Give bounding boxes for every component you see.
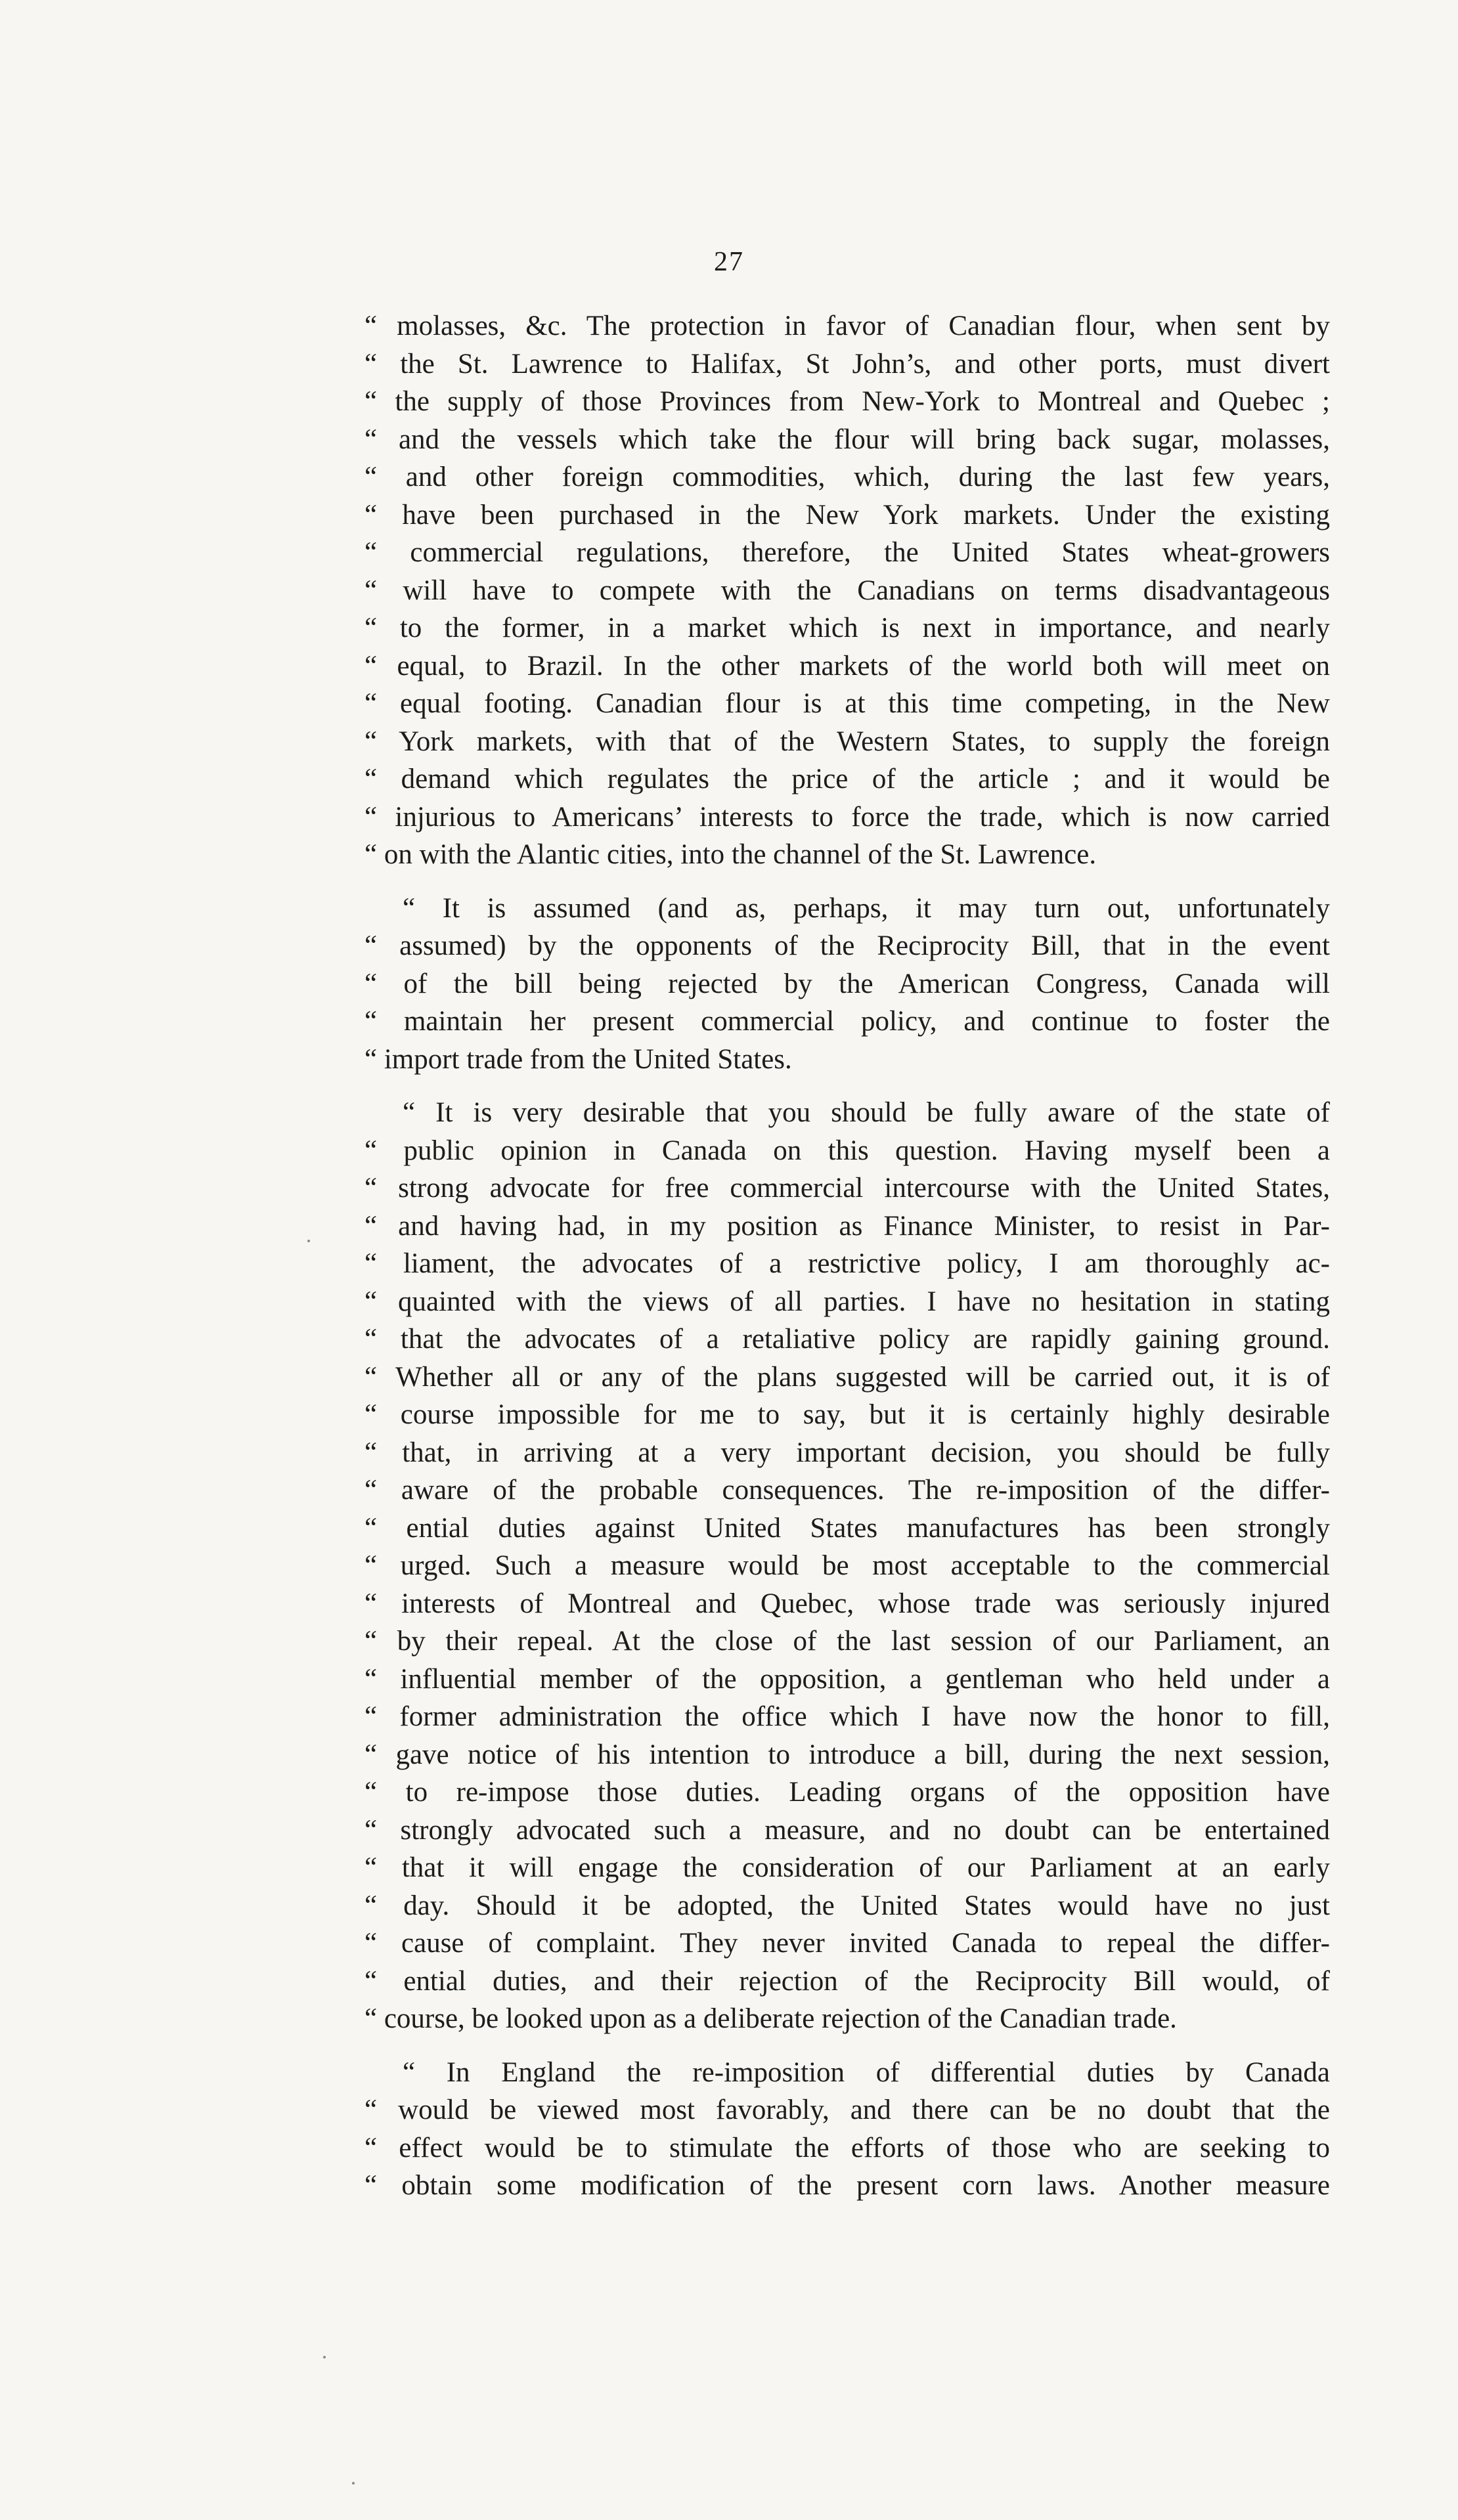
- text-line: “ have been purchased in the New York markets. Under the existing: [364, 499, 1330, 531]
- text-line: “ influential member of the opposition, a gentleman who held under a: [364, 1663, 1330, 1695]
- text-line: “ equal footing. Canadian flour is at this time competing, in the New: [364, 688, 1330, 719]
- text-line: “ maintain her present commercial policy, and continue to foster the: [364, 1006, 1330, 1037]
- paragraph-3: [364, 1094, 1330, 2038]
- text-line: “ to the former, in a market which is next in importance, and nearly: [364, 613, 1330, 643]
- text-line: “ day. Should it be adopted, the United States would have no just: [364, 1890, 1330, 1921]
- text-line: “ molasses, &c. The protection in favor of Canadian flour, when sent by: [364, 311, 1330, 341]
- text-line: “ gave notice of his intention to introduce a bill, during the next session,: [364, 1739, 1330, 1770]
- paper-speck: [323, 2356, 326, 2358]
- text-line: “ the supply of those Provinces from New-York to Montreal and Quebec ;: [364, 386, 1330, 417]
- text-line: “ It is very desirable that you should be fully aware of the state of: [403, 1097, 1330, 1128]
- text-line: “ quainted with the views of all parties. I have no hesitation in stating: [364, 1286, 1330, 1317]
- text-line: “ liament, the advocates of a restrictive policy, I am thoroughly ac-: [364, 1248, 1330, 1279]
- text-line: “ import trade from the United States.: [364, 1043, 792, 1075]
- text-line: “ aware of the probable consequences. The re-imposition of the differ-: [364, 1475, 1330, 1506]
- text-line: “ York markets, with that of the Western States, to supply the foreign: [364, 726, 1330, 757]
- text-line: “ commercial regulations, therefore, the United States wheat-growers: [364, 537, 1330, 568]
- text-line: “ cause of complaint. They never invited Canada to repeal the differ-: [364, 1928, 1330, 1959]
- text-line: “ course, be looked upon as a deliberate rejection of the Canadian trade.: [364, 2003, 1177, 2034]
- text-line: “ of the bill being rejected by the American Congress, Canada will: [364, 968, 1330, 999]
- text-line: “ It is assumed (and as, perhaps, it may turn out, unfortunately: [403, 892, 1330, 924]
- paper-speck: [307, 1240, 310, 1242]
- text-line: “ by their repeal. At the close of the last session of our Parliament, an: [364, 1626, 1330, 1657]
- text-line: “ urged. Such a measure would be most acceptable to the commercial: [364, 1550, 1330, 1581]
- text-line: “ ential duties against United States manufactures has been strongly: [364, 1512, 1330, 1544]
- text-line: “ assumed) by the opponents of the Reciprocity Bill, that in the event: [364, 930, 1330, 961]
- text-line: “ ential duties, and their rejection of the Reciprocity Bill would, of: [364, 1965, 1330, 1997]
- text-line: “ that the advocates of a retaliative policy are rapidly gaining ground.: [364, 1324, 1330, 1355]
- text-line: “ and other foreign commodities, which, during the last few years,: [364, 462, 1330, 492]
- paragraph-4: [364, 2054, 1330, 2205]
- text-line: “ strong advocate for free commercial intercourse with the United States,: [364, 1173, 1330, 1204]
- text-line: “ on with the Alantic cities, into the channel of the St. Lawrence.: [364, 839, 1097, 870]
- text-line: “ former administration the office which I have now the honor to fill,: [364, 1701, 1330, 1732]
- text-line: “ and having had, in my position as Finance Minister, to resist in Par-: [364, 1210, 1330, 1242]
- text-line: “ obtain some modification of the present corn laws. Another measure: [364, 2170, 1330, 2201]
- paragraph-1: [364, 307, 1330, 874]
- paragraph-2: [364, 890, 1330, 1079]
- text-line: “ will have to compete with the Canadians on terms disadvantageous: [364, 575, 1330, 606]
- text-line: “ Whether all or any of the plans suggested will be carried out, it is of: [364, 1361, 1330, 1393]
- text-line: “ In England the re-imposition of differential duties by Canada: [403, 2056, 1330, 2088]
- paper-speck: [352, 2482, 355, 2485]
- text-line: “ interests of Montreal and Quebec, whose trade was seriously injured: [364, 1588, 1330, 1619]
- text-line: “ effect would be to stimulate the efforts of those who are seeking to: [364, 2132, 1330, 2163]
- text-line: “ injurious to Americans’ interests to force the trade, which is now carried: [364, 801, 1330, 833]
- text-line: “ would be viewed most favorably, and there can be no doubt that the: [364, 2095, 1330, 2125]
- body-text: [364, 307, 1330, 2205]
- text-line: “ strongly advocated such a measure, and no doubt can be entertained: [364, 1814, 1330, 1846]
- text-line: “ demand which regulates the price of the article ; and it would be: [364, 764, 1330, 794]
- text-line: “ and the vessels which take the flour will bring back sugar, molasses,: [364, 424, 1330, 455]
- text-line: “ course impossible for me to say, but it is certainly highly desirable: [364, 1399, 1330, 1430]
- text-line: “ equal, to Brazil. In the other markets of the world both will meet on: [364, 650, 1330, 682]
- text-line: “ the St. Lawrence to Halifax, St John’s, and other ports, must divert: [364, 348, 1330, 380]
- text-line: “ to re-impose those duties. Leading organs of the opposition have: [364, 1777, 1330, 1808]
- text-line: “ that it will engage the consideration of our Parliament at an early: [364, 1852, 1330, 1883]
- text-line: “ public opinion in Canada on this question. Having myself been a: [364, 1135, 1330, 1166]
- page-number: 27: [714, 247, 744, 277]
- text-line: “ that, in arriving at a very important decision, you should be fully: [364, 1437, 1330, 1468]
